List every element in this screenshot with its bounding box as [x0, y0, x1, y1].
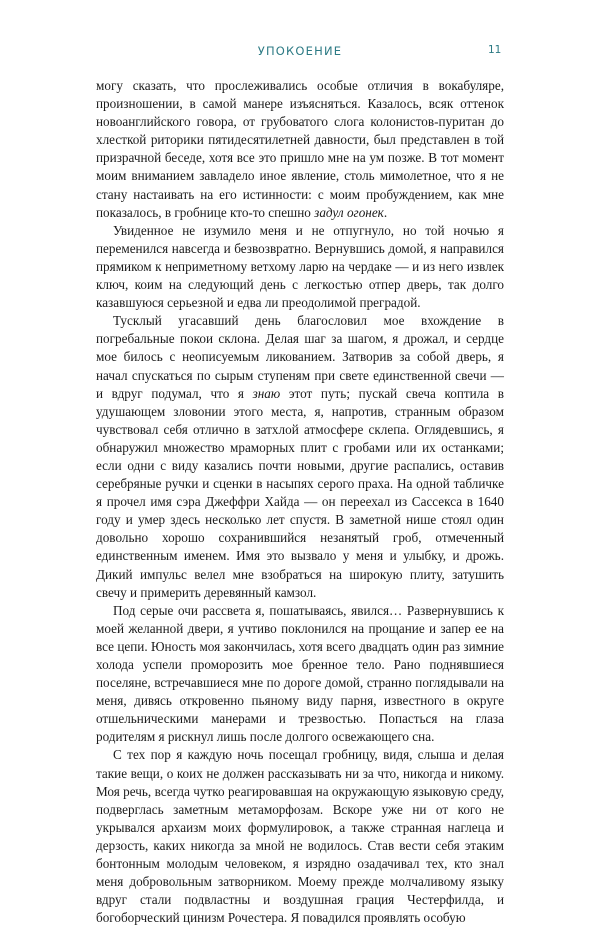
paragraph-text: Под серые очи рассвета я, пошатываясь, явился… Развернувшись к моей желанной двери, я учтиво поклонился на прощание и запер ее на все цепи. Юность моя закончилась, хотя всего двадцать один раз зимние холода успели проморозить мое бренное тело. Рано поднявшиеся поселяне, встречавшиеся мне по дороге домой, странно поглядывали на меня, дивясь откровенно пьяному виду парня, известного в округе отшельническими манерами и трезвостью. Попасться на глаза родителям я рискнул лишь после долгого освежающего сна.	[96, 602, 504, 745]
paragraph-text: этот путь; пускай свеча коптила в удушающем зловонии этого места, я, напротив, странным образом чувствовал себя отлично в затхлой атмосфере склепа. Оглядевшись, я обнаружил множество мраморных плит с гробами или их останками; если одни с виду казались почти новыми, другие распались, оставив серебряные ручки и сценки в насыпях серого праха. На одной табличке я прочел имя сэра Джеффри Хайда — он переехал из Сассекса в 1640 году и умер здесь несколько лет спустя. В заметной нише стоял один довольно хорошо сохранившийся незанятый гроб, отмеченный единственным именем. Имя это вызвало у меня и улыбку, и дрожь. Дикий импульс велел мне взобраться на широкую плиту, затушить свечу и примерить деревянный камзол.	[96, 385, 504, 600]
paragraph	[96, 746, 504, 927]
paragraph	[96, 602, 504, 747]
paragraph	[96, 312, 504, 602]
paragraph	[96, 222, 504, 312]
running-title: УПОКОЕНИЕ	[257, 44, 343, 58]
paragraph-text: Увиденное не изумило меня и не отпугнуло, но той ночью я переменился навсегда и безвозвратно. Вернувшись домой, я направился прямиком к неприметному ветхому ларю на чердаке — и из него извлек ключ, коим на следующий день с легкостью отпер дверь, так долго казавшуюся серьезной и едва ли преодолимой преградой.	[96, 222, 504, 311]
running-head	[0, 44, 600, 60]
paragraph-text: С тех пор я каждую ночь посещал гробницу, видя, слыша и делая такие вещи, о коих не должен рассказывать ни за что, никогда и никому. Моя речь, всегда чутко реагировавшая на окружающую языковую среду, подверглась заметным метаморфозам. Вскоре уже ни от кого не укрывался архаизм моих формулировок, а также странная наглеца и дерзость, каких никогда за мной не водилось. Став вести себя этаким бонтонным молодым человеком, я изрядно озадачивал тех, кто знал меня добровольным затворником. Моему прежде молчаливому языку вдруг стали подвластны и воздушная грация Честерфилда, и богоборческий цинизм Рочестера. Я повадился проявлять особую	[96, 747, 504, 926]
paragraph-text: Тусклый угасавший день благословил мое вхождение в погребальные покои склона. Делая шаг за шагом, я дрожал, и сердце мое билось с неописуемым ликованием. Затворив за собой дверь, я начал спускаться по сырым ступеням при свете единственной свечи — и вдруг подумал, что я	[96, 313, 504, 401]
italic-text: знаю	[252, 385, 281, 401]
paragraph-text: могу сказать, что прослеживались особые отличия в вокабуляре, произношении, в самой манере изъясняться. Казалось, всяк оттенок новоанглийского говора, от грубоватого слога колонистов-пуритан до хлесткой риторики пятидесятилетней давности, был представлен в той призрачной беседе, хотя все это пришло мне на ум позже. В тот момент моим вниманием завладело иное явление, столь мимолетное, что я не стану настаивать на его истинности: с моим пробуждением, как мне показалось, в гробнице кто-то спешно	[96, 78, 504, 220]
page-number: 11	[488, 44, 502, 56]
body-text	[96, 77, 504, 927]
paragraph-text: .	[383, 204, 388, 220]
paragraph	[96, 77, 504, 222]
italic-text: задул огонек	[314, 204, 384, 220]
